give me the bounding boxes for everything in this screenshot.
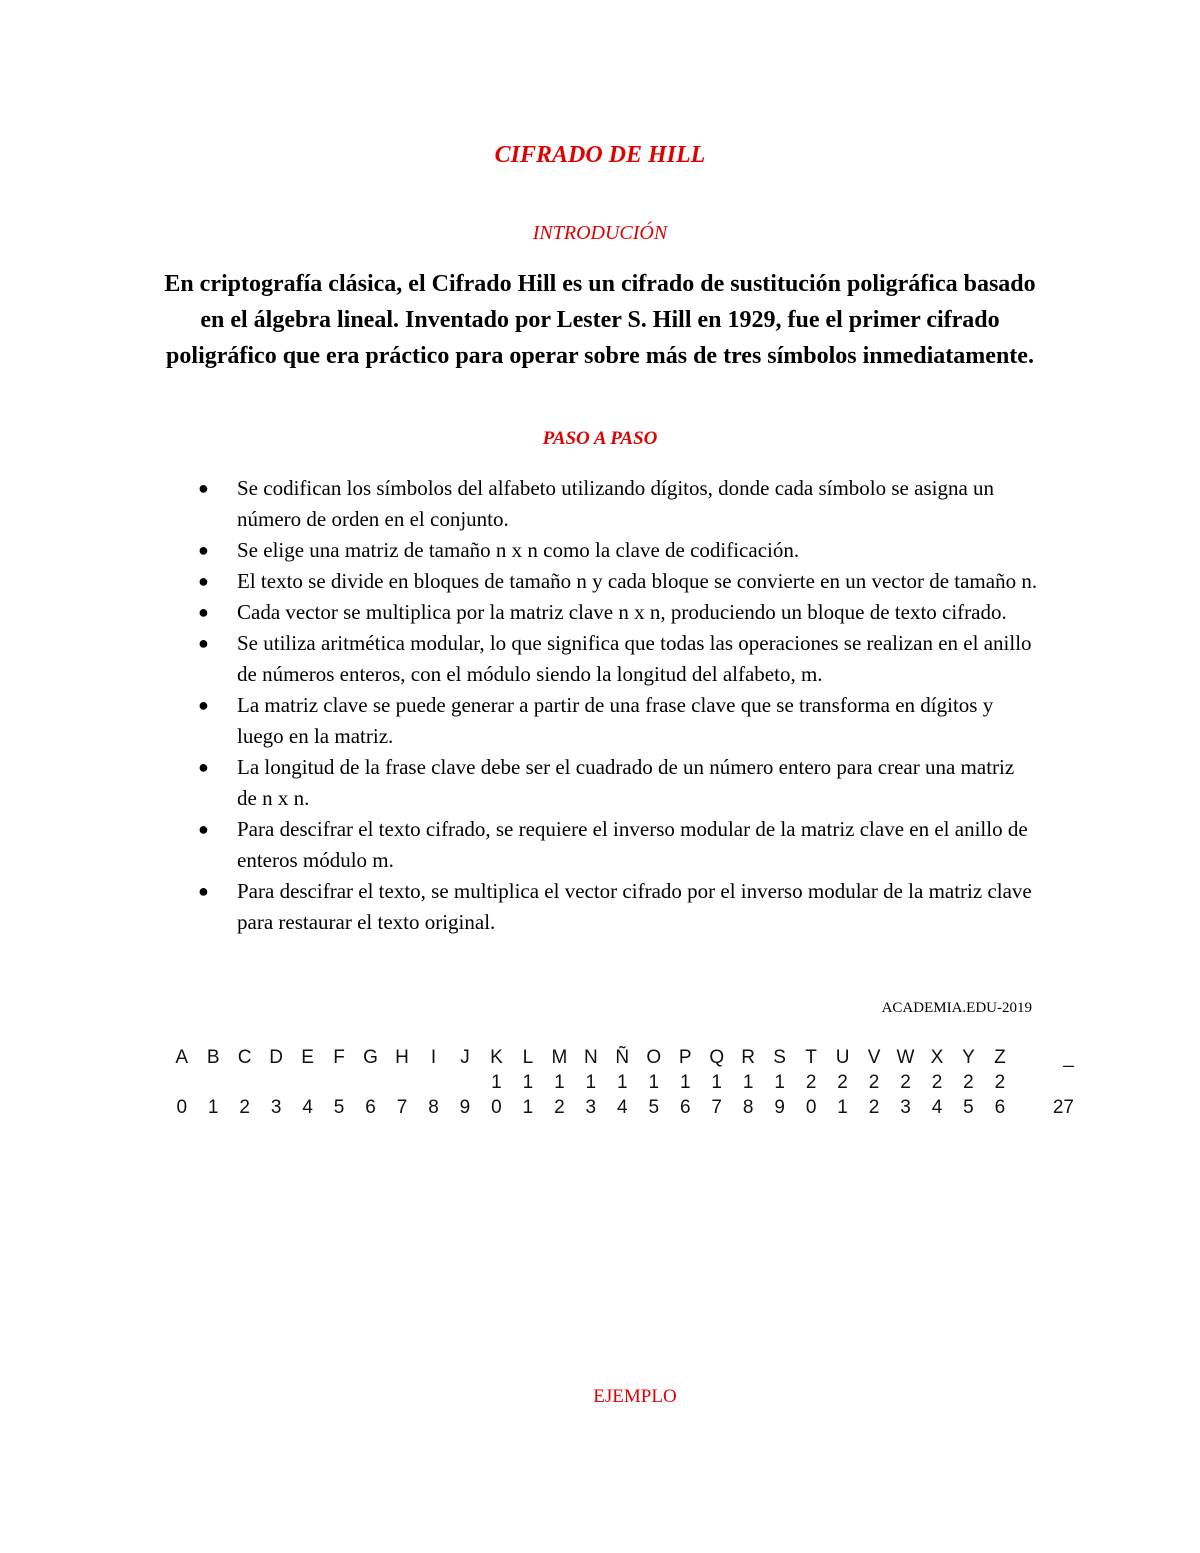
alphabet-units-digit: 4 (302, 1097, 313, 1118)
list-item-text: Se utiliza aritmética modular, lo que significa que todas las operaciones se realizan en el anillo de números enteros, con el módulo siendo la longitud del alfabeto, m. (237, 631, 1032, 686)
alphabet-letter: I (430, 1047, 437, 1068)
alphabet-units-digit: 5 (333, 1097, 345, 1118)
alphabet-letter: W (896, 1047, 915, 1068)
alphabet-tens-digit: 1 (679, 1072, 691, 1093)
alphabet-letter: U (835, 1047, 850, 1068)
alphabet-letter: H (395, 1047, 409, 1068)
alphabet-letter: Q (709, 1047, 725, 1068)
alphabet-units-digit: 0 (491, 1097, 502, 1118)
steps-list (198, 473, 1038, 938)
list-item (198, 597, 1038, 628)
list-item-text: La matriz clave se puede generar a partir de una frase clave que se transforma en dígitos y luego en la matriz. (237, 693, 994, 748)
alphabet-letter: F (333, 1047, 345, 1068)
example-heading: EJEMPLO (593, 1386, 677, 1407)
alphabet-letter: A (175, 1047, 189, 1068)
alphabet-units-digit: 9 (459, 1097, 471, 1118)
alphabet-letters-row (166, 1044, 1076, 1069)
list-item (198, 566, 1038, 597)
list-item (198, 876, 1038, 938)
alphabet-tens-digit: 1 (648, 1072, 660, 1093)
bullet-icon: ● (198, 478, 209, 498)
alphabet-tens-digit: 1 (585, 1072, 597, 1093)
alphabet-units-digit: 3 (900, 1097, 911, 1118)
list-item (198, 535, 1038, 566)
alphabet-letter: L (522, 1047, 534, 1068)
list-item-text: Cada vector se multiplica por la matriz clave n x n, produciendo un bloque de texto cifrado. (237, 600, 1007, 624)
bullet-icon: ● (198, 881, 209, 901)
alphabet-units-digit: 0 (805, 1097, 817, 1118)
credit-line: ACADEMIA.EDU-2019 (881, 1000, 1032, 1016)
alphabet-tens-digit (323, 1069, 354, 1094)
list-item (198, 628, 1038, 690)
steps-heading: PASO A PASO (542, 428, 658, 449)
intro-heading: INTRODUCIÓN (532, 222, 668, 244)
alphabet-letter: R (741, 1047, 756, 1068)
alphabet-letter: X (930, 1047, 944, 1068)
bullet-icon: ● (198, 819, 209, 839)
alphabet-tens-digit (386, 1069, 417, 1094)
alphabet-units-digit: 9 (774, 1097, 785, 1118)
list-item-text: El texto se divide en bloques de tamaño n y cada bloque se convierte en un vector de tamaño n. (237, 569, 1038, 593)
alphabet-tens-row (166, 1069, 1076, 1094)
list-item-text: Se elige una matriz de tamaño n x n como la clave de codificación. (237, 538, 800, 562)
bullet-icon: ● (198, 757, 209, 777)
alphabet-letter: _ (1063, 1047, 1074, 1068)
alphabet-units-digit: 7 (396, 1097, 408, 1118)
bullet-icon: ● (198, 540, 209, 560)
alphabet-tens-digit: 1 (554, 1072, 565, 1093)
alphabet-tens-digit: 2 (963, 1072, 974, 1093)
alphabet-tens-digit (197, 1069, 228, 1094)
alphabet-letter: T (805, 1047, 817, 1068)
alphabet-units-digit: 6 (994, 1097, 1006, 1118)
alphabet-units-row (166, 1094, 1076, 1119)
alphabet-tens-digit (292, 1069, 323, 1094)
alphabet-letter: B (206, 1047, 220, 1068)
alphabet-units-digit: 5 (963, 1097, 974, 1118)
alphabet-units-digit: 4 (931, 1097, 943, 1118)
page-title: CIFRADO DE HILL (494, 142, 706, 168)
alphabet-units-digit: 27 (1052, 1097, 1074, 1118)
list-item (198, 690, 1038, 752)
alphabet-units-digit: 8 (428, 1097, 439, 1118)
alphabet-letter: O (646, 1047, 662, 1068)
alphabet-tens-digit (166, 1069, 197, 1094)
bullet-icon: ● (198, 602, 209, 622)
alphabet-units-digit: 0 (176, 1097, 188, 1118)
alphabet-units-digit: 2 (554, 1097, 565, 1118)
list-item-text: Para descifrar el texto, se multiplica el vector cifrado por el inverso modular de la matriz clave para restaurar el texto original. (237, 879, 1032, 934)
alphabet-tens-digit: 1 (742, 1072, 754, 1093)
alphabet-tens-digit: 2 (931, 1072, 943, 1093)
alphabet-letter: E (301, 1047, 314, 1068)
alphabet-letter: P (678, 1047, 692, 1068)
alphabet-letter: K (490, 1047, 503, 1068)
alphabet-letter: M (551, 1047, 568, 1068)
alphabet-tens-digit (449, 1069, 480, 1094)
alphabet-tens-digit: 1 (774, 1072, 785, 1093)
alphabet-letter: V (867, 1047, 881, 1068)
alphabet-tens-digit: 2 (994, 1072, 1006, 1093)
alphabet-letter: G (363, 1047, 378, 1068)
alphabet-tens-digit (229, 1069, 260, 1094)
intro-paragraph: En criptografía clásica, el Cifrado Hill es un cifrado de sustitución poligráfica basado en el álgebra lineal. Inventado por Lester S. Hill en 1929, fue el primer cifrado poligráfico que era práctico para operar sobre más de tres símbolos inmediatamente. (164, 271, 1036, 369)
bullet-icon: ● (198, 633, 209, 653)
alphabet-tens-digit (355, 1069, 386, 1094)
alphabet-tens-digit: 2 (868, 1072, 880, 1093)
alphabet-tens-digit: 1 (711, 1072, 722, 1093)
alphabet-tens-digit (1016, 1069, 1076, 1094)
alphabet-tens-digit (418, 1069, 449, 1094)
alphabet-units-digit: 4 (617, 1097, 628, 1118)
alphabet-letter: Y (962, 1047, 975, 1068)
list-item (198, 752, 1038, 814)
alphabet-tens-digit: 2 (805, 1072, 817, 1093)
alphabet-letter: Ñ (615, 1047, 630, 1068)
alphabet-tens-digit: 2 (900, 1072, 911, 1093)
list-item-text: Para descifrar el texto cifrado, se requiere el inverso modular de la matriz clave en el anillo de enteros módulo m. (237, 817, 1028, 872)
alphabet-units-digit: 5 (648, 1097, 660, 1118)
bullet-icon: ● (198, 571, 209, 591)
alphabet-units-digit: 3 (270, 1097, 282, 1118)
list-item (198, 473, 1038, 535)
list-item-text: La longitud de la frase clave debe ser el cuadrado de un número entero para crear una matriz de n x n. (237, 755, 1015, 810)
alphabet-tens-digit: 1 (617, 1072, 628, 1093)
alphabet-units-digit: 1 (837, 1097, 848, 1118)
alphabet-tens-digit: 2 (837, 1072, 848, 1093)
list-item-text: Se codifican los símbolos del alfabeto utilizando dígitos, donde cada símbolo se asigna un número de orden en el conjunto. (237, 476, 995, 531)
bullet-icon: ● (198, 695, 209, 715)
alphabet-units-digit: 1 (207, 1097, 219, 1118)
alphabet-letter: C (237, 1047, 252, 1068)
alphabet-units-digit: 1 (522, 1097, 534, 1118)
alphabet-letter: S (773, 1047, 786, 1068)
alphabet-units-digit: 6 (365, 1097, 376, 1118)
alphabet-letter: N (583, 1047, 598, 1068)
alphabet-units-digit: 6 (679, 1097, 691, 1118)
alphabet-units-digit: 2 (868, 1097, 880, 1118)
alphabet-letter: D (269, 1047, 283, 1068)
alphabet-units-digit: 7 (711, 1097, 722, 1118)
alphabet-letter: Z (994, 1047, 1006, 1068)
alphabet-letter: J (460, 1047, 470, 1068)
alphabet-tens-digit: 1 (522, 1072, 534, 1093)
alphabet-tens-digit (260, 1069, 291, 1094)
alphabet-tens-digit: 1 (491, 1072, 502, 1093)
alphabet-units-digit: 3 (585, 1097, 597, 1118)
alphabet-units-digit: 2 (239, 1097, 250, 1118)
alphabet-table (166, 1044, 1076, 1119)
list-item (198, 814, 1038, 876)
alphabet-units-digit: 8 (742, 1097, 754, 1118)
